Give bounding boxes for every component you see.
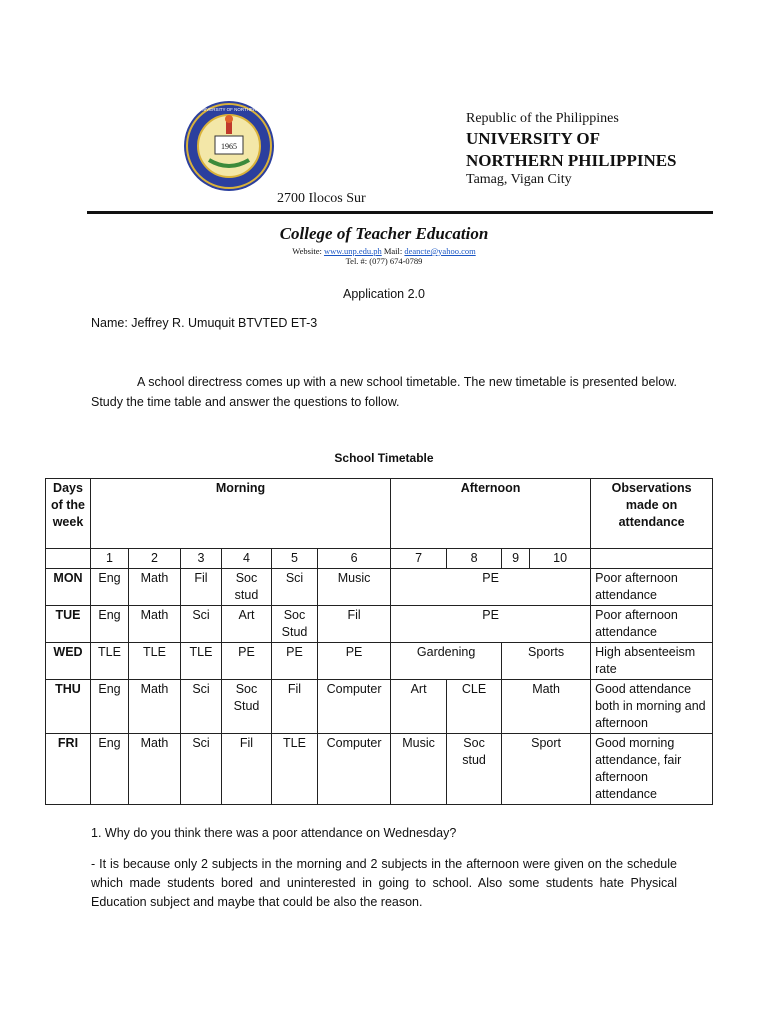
document-title: Application 2.0 xyxy=(342,287,425,301)
observation-cell: High absenteeism rate xyxy=(591,643,713,680)
subject-cell: CLE xyxy=(447,680,502,734)
period-number: 5 xyxy=(272,549,318,569)
period-number: 4 xyxy=(222,549,272,569)
subject-cell: Eng xyxy=(91,680,129,734)
subject-cell: Sci xyxy=(181,734,222,805)
table-row xyxy=(46,569,713,606)
subject-cell: Math xyxy=(129,569,181,606)
telephone-line: Tel. #: (077) 674-0789 xyxy=(345,256,423,266)
subject-cell: Soc Stud xyxy=(222,680,272,734)
subject-cell: Music xyxy=(318,569,391,606)
subject-cell: Art xyxy=(391,680,447,734)
observation-cell: Good attendance both in morning and afternoon xyxy=(591,680,713,734)
mail-label: Mail: xyxy=(381,246,405,256)
svg-text:1965: 1965 xyxy=(221,142,237,151)
subject-cell: Sci xyxy=(272,569,318,606)
period-number: 1 xyxy=(91,549,129,569)
period-number: 6 xyxy=(318,549,391,569)
afternoon-header: Afternoon xyxy=(391,479,591,549)
subject-cell: PE xyxy=(391,569,591,606)
question-1: 1. Why do you think there was a poor attendance on Wednesday? xyxy=(91,826,457,840)
day-cell: THU xyxy=(46,680,91,734)
subject-cell: TLE xyxy=(181,643,222,680)
republic-line: Republic of the Philippines xyxy=(466,111,619,126)
subject-cell: Math xyxy=(502,680,591,734)
university-seal-logo xyxy=(183,100,275,192)
morning-header: Morning xyxy=(91,479,391,549)
period-number: 2 xyxy=(129,549,181,569)
subject-cell: Music xyxy=(391,734,447,805)
zip-line: 2700 Ilocos Sur xyxy=(277,191,366,206)
website-link[interactable]: www.unp.edu.ph xyxy=(323,246,382,256)
contact-line xyxy=(0,246,768,256)
subject-cell: TLE xyxy=(91,643,129,680)
table-row xyxy=(46,643,713,680)
observation-cell: Good morning attendance, fair afternoon attendance xyxy=(591,734,713,805)
subject-cell: Fil xyxy=(222,734,272,805)
subject-cell: Computer xyxy=(318,680,391,734)
subject-cell: Sci xyxy=(181,680,222,734)
subject-cell: Math xyxy=(129,680,181,734)
period-number: 9 xyxy=(502,549,530,569)
subject-cell: Eng xyxy=(91,569,129,606)
subject-cell: PE xyxy=(391,606,591,643)
intro-paragraph: A school directress comes up with a new school timetable. The new timetable is presented below. Study the time table and answer the questions to follow. xyxy=(91,375,677,409)
day-cell: TUE xyxy=(46,606,91,643)
observations-header: Observations made on attendance xyxy=(591,479,713,549)
subject-cell: PE xyxy=(318,643,391,680)
subject-cell: Fil xyxy=(272,680,318,734)
subject-cell: Soc stud xyxy=(447,734,502,805)
header-divider xyxy=(87,211,713,214)
city-line: Tamag, Vigan City xyxy=(466,172,572,187)
subject-cell: PE xyxy=(222,643,272,680)
days-header: Days of the week xyxy=(46,479,91,549)
period-number: 3 xyxy=(181,549,222,569)
period-number: 7 xyxy=(391,549,447,569)
subject-cell: Art xyxy=(222,606,272,643)
blank-cell xyxy=(591,549,713,569)
svg-text:UNIVERSITY OF NORTHERN: UNIVERSITY OF NORTHERN xyxy=(198,107,260,112)
subject-cell: Eng xyxy=(91,734,129,805)
student-name: Name: Jeffrey R. Umuquit BTVTED ET-3 xyxy=(91,316,318,330)
blank-cell xyxy=(46,549,91,569)
subject-cell: Gardening xyxy=(391,643,502,680)
subject-cell: TLE xyxy=(272,734,318,805)
day-cell: FRI xyxy=(46,734,91,805)
table-row xyxy=(46,734,713,805)
university-name-line1: UNIVERSITY OF xyxy=(466,129,600,148)
subject-cell: Fil xyxy=(318,606,391,643)
university-name-line2: NORTHERN PHILIPPINES xyxy=(466,151,677,170)
subject-cell: Computer xyxy=(318,734,391,805)
subject-cell: Soc Stud xyxy=(272,606,318,643)
subject-cell: Sport xyxy=(502,734,591,805)
subject-cell: Fil xyxy=(181,569,222,606)
college-name: College of Teacher Education xyxy=(279,224,489,243)
day-cell: MON xyxy=(46,569,91,606)
table-row xyxy=(46,680,713,734)
subject-cell: Math xyxy=(129,734,181,805)
mail-link[interactable]: deancte@yahoo.com xyxy=(404,246,476,256)
website-label: Website: xyxy=(292,246,324,256)
day-cell: WED xyxy=(46,643,91,680)
subject-cell: Math xyxy=(129,606,181,643)
period-number: 10 xyxy=(530,549,591,569)
timetable xyxy=(45,478,713,805)
observation-cell: Poor afternoon attendance xyxy=(591,606,713,643)
subject-cell: Eng xyxy=(91,606,129,643)
table-row xyxy=(46,606,713,643)
answer-1: - It is because only 2 subjects in the morning and 2 subjects in the afternoon were given on the schedule which made students bored and uninterested in going to school. Also some students hate Physical Education subject and maybe that could be also the reason. xyxy=(91,857,677,909)
table-title: School Timetable xyxy=(334,451,434,465)
observation-cell: Poor afternoon attendance xyxy=(591,569,713,606)
subject-cell: TLE xyxy=(129,643,181,680)
subject-cell: Soc stud xyxy=(222,569,272,606)
subject-cell: PE xyxy=(272,643,318,680)
period-number: 8 xyxy=(447,549,502,569)
subject-cell: Sports xyxy=(502,643,591,680)
subject-cell: Sci xyxy=(181,606,222,643)
